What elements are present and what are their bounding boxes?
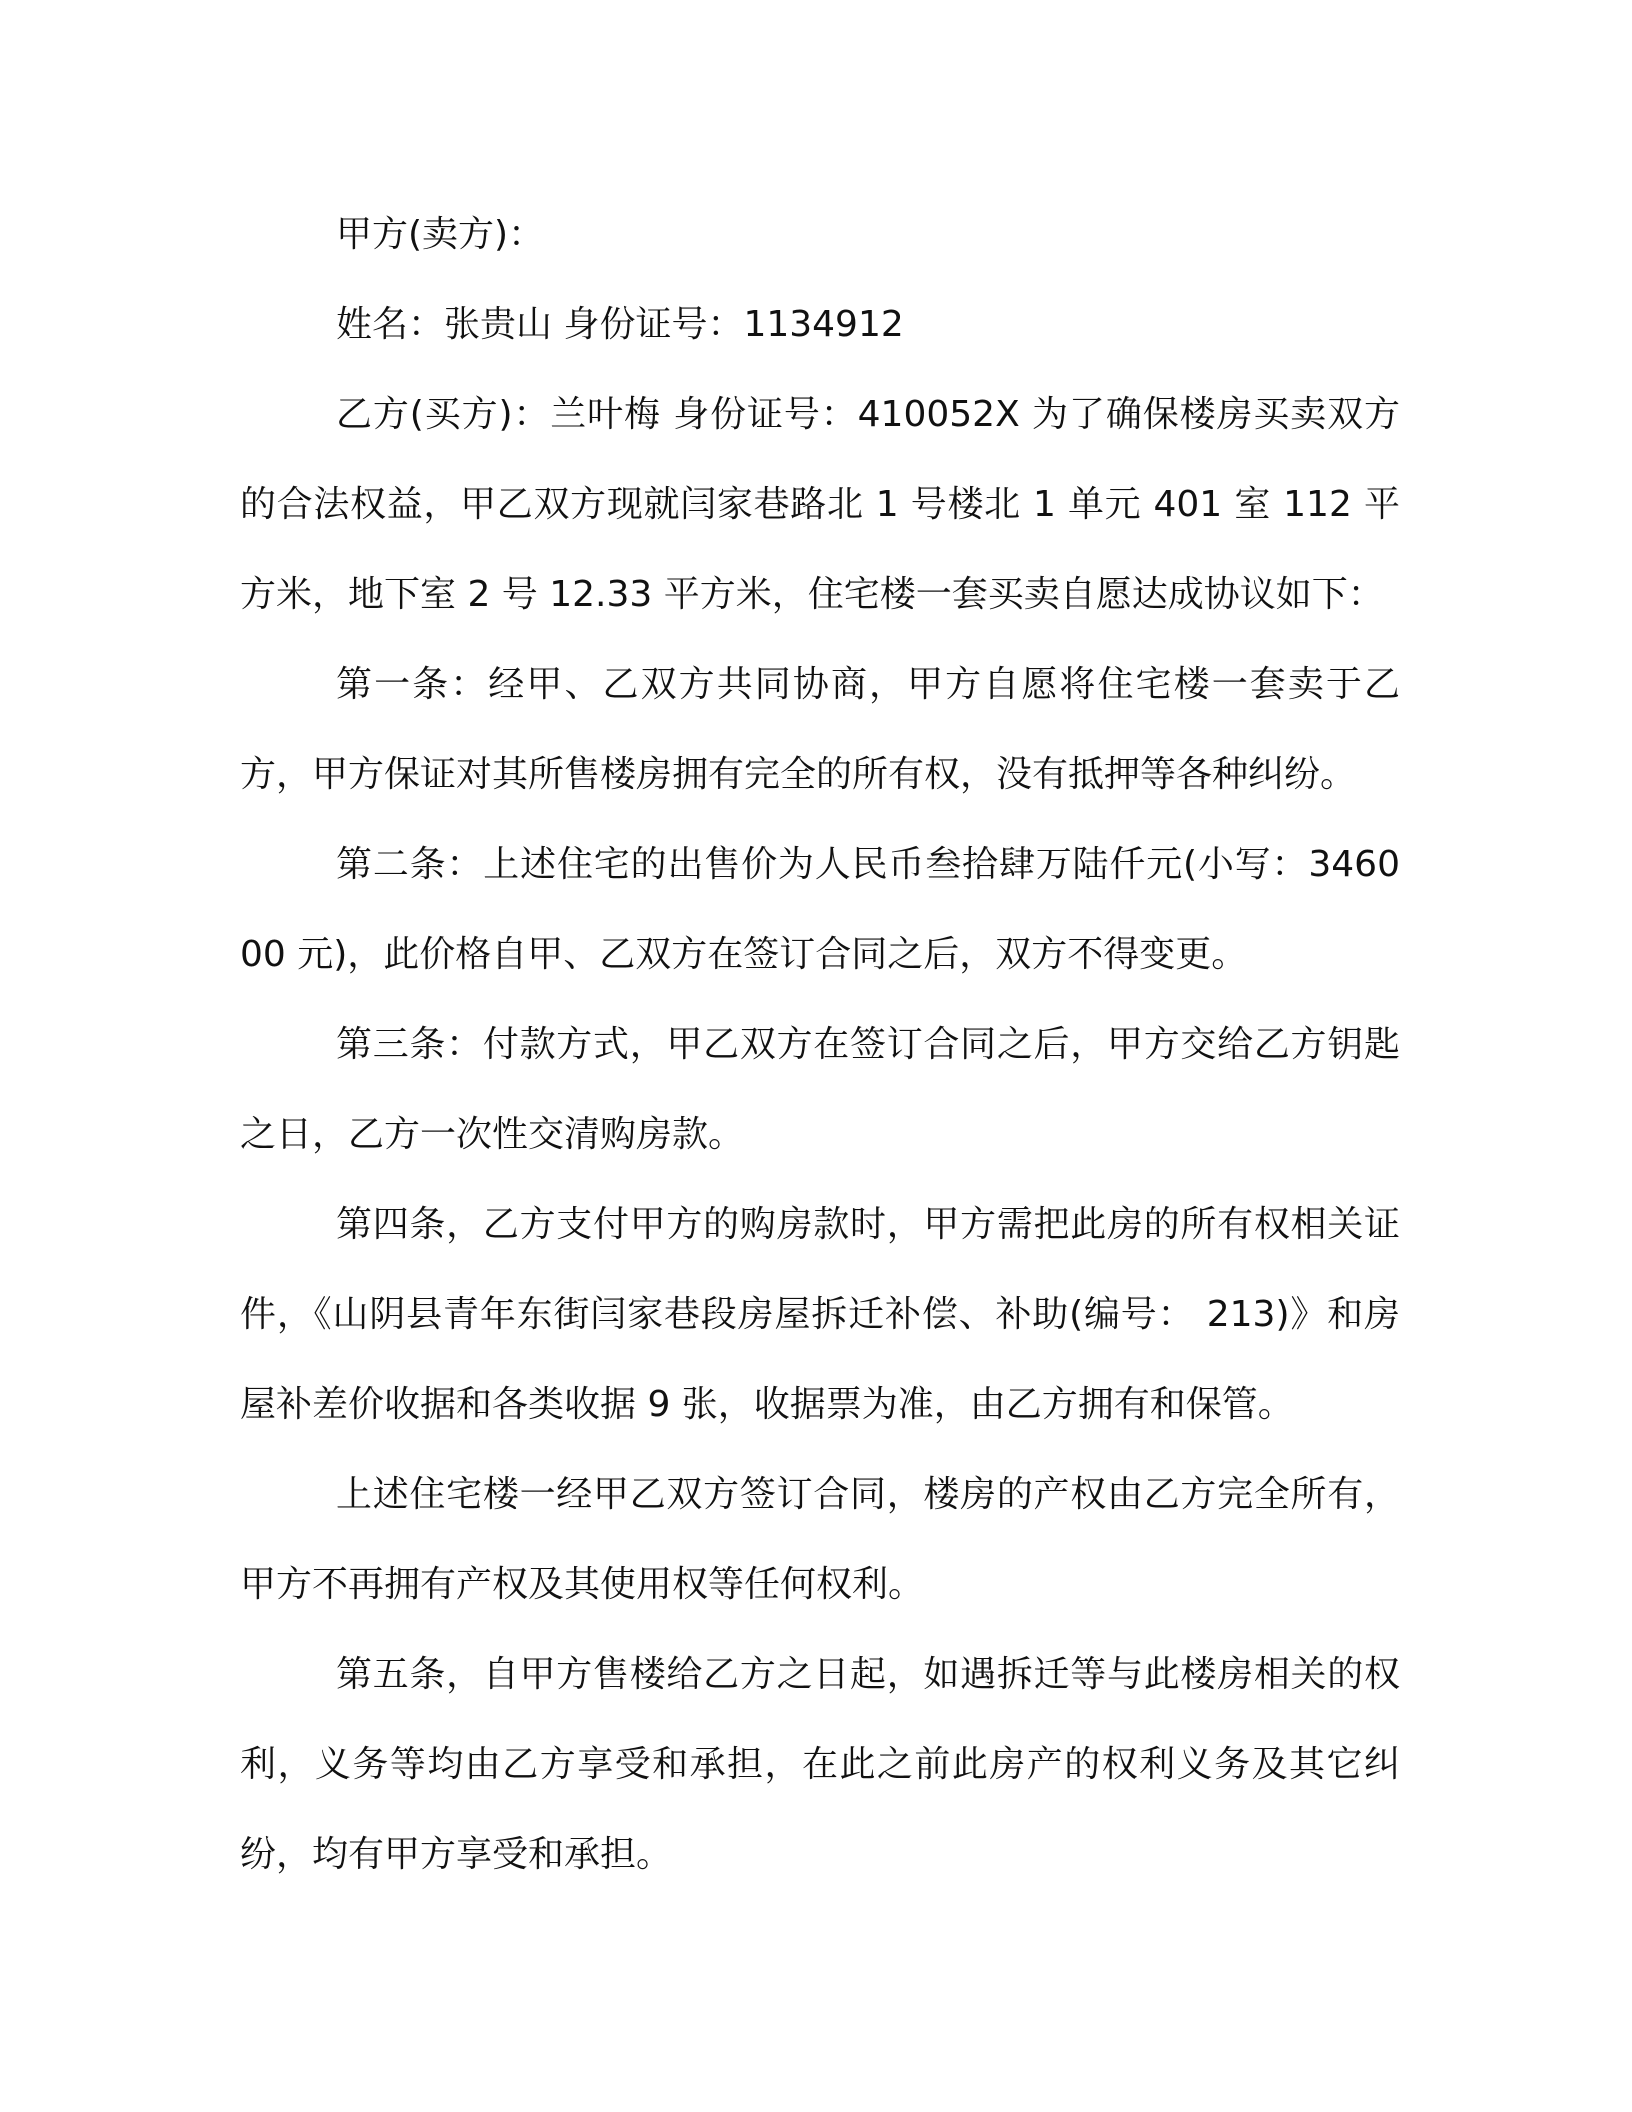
clause-5: 第五条，自甲方售楼给乙方之日起，如遇拆迁等与此楼房相关的权利，义务等均由乙方享受和承担，在此之前此房产的权利义务及其它纠纷，均有甲方享受和承担。 (240, 1654, 1400, 1875)
seller-heading: 甲方(卖方)： (336, 214, 545, 255)
clause-4-continuation: 上述住宅楼一经甲乙双方签订合同，楼房的产权由乙方完全所有，甲方不再拥有产权及其使用权等任何权利。 (240, 1474, 1400, 1605)
clause-3: 第三条：付款方式，甲乙双方在签订合同之后，甲方交给乙方钥匙之日，乙方一次性交清购房款。 (240, 1024, 1400, 1155)
clause-2: 第二条：上述住宅的出售价为人民币叁拾肆万陆仟元(小写：346000 元)，此价格自甲、乙双方在签订合同之后，双方不得变更。 (240, 844, 1400, 975)
clause-1: 第一条：经甲、乙双方共同协商，甲方自愿将住宅楼一套卖于乙方，甲方保证对其所售楼房拥有完全的所有权，没有抵押等各种纠纷。 (240, 664, 1400, 795)
document-body (240, 190, 1400, 1900)
buyer-and-property-intro: 乙方(买方)：兰叶梅 身份证号：410052X 为了确保楼房买卖双方的合法权益，甲乙双方现就闫家巷路北 1 号楼北 1 单元 401 室 112 平方米，地下室 2 号 12.33 平方米，住宅楼一套买卖自愿达成协议如下： (240, 394, 1400, 615)
clause-4: 第四条，乙方支付甲方的购房款时，甲方需把此房的所有权相关证件，《山阴县青年东街闫家巷段房屋拆迁补偿、补助(编号： 213)》和房屋补差价收据和各类收据 9 张，收据票为准，由乙方拥有和保管。 (240, 1204, 1400, 1425)
seller-name-id: 姓名：张贵山 身份证号：1134912 (336, 304, 904, 345)
